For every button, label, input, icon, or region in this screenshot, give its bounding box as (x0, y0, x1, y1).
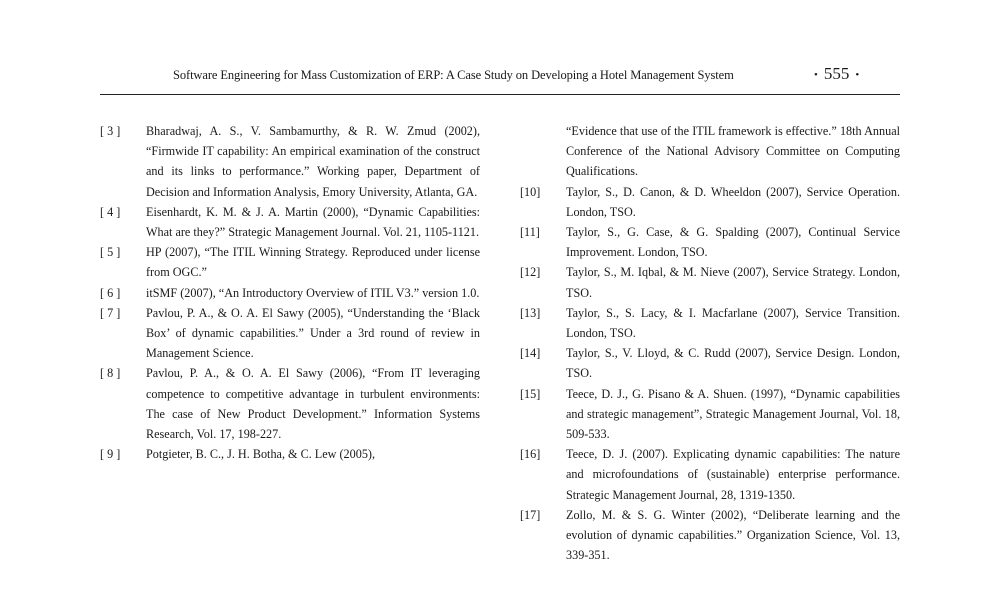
reference-item (100, 444, 480, 464)
reference-text: Taylor, S., D. Canon, & D. Wheeldon (2007), Service Operation. London, TSO. (566, 184, 900, 219)
reference-item (520, 505, 900, 566)
reference-number: [ 7 ] (100, 305, 121, 320)
reference-item (520, 303, 900, 343)
reference-text: Teece, D. J. (2007). Explicating dynamic capabilities: The nature and microfoundations of (sustainable) enterprise performance. Strategic Management Journal, 28, 1319-1350. (566, 447, 900, 502)
reference-number: [ 6 ] (100, 285, 121, 300)
reference-text: Taylor, S., G. Case, & G. Spalding (2007), Continual Service Improvement. London, TSO. (566, 225, 900, 260)
reference-text: Taylor, S., S. Lacy, & I. Macfarlane (2007), Service Transition. London, TSO. (566, 305, 900, 341)
reference-text: Pavlou, P. A., & O. A. El Sawy (2005), “Understanding the ‘Black Box’ of dynamic capabilities.” Under a 3rd round of review in Management Science. (146, 305, 480, 361)
reference-number: [17] (520, 507, 541, 522)
reference-item (520, 444, 900, 505)
reference-number: [16] (520, 447, 541, 462)
reference-number: [11] (520, 225, 540, 240)
reference-number: [14] (520, 346, 541, 361)
reference-text: Teece, D. J., G. Pisano & A. Shuen. (1997), “Dynamic capabilities and strategic management”, Strategic Management Journal, Vol. 18, 509-533. (566, 386, 900, 442)
running-title: Software Engineering for Mass Customization of ERP: A Case Study on Developing a Hotel Management System (173, 68, 734, 82)
reference-text: Eisenhardt, K. M. & J. A. Martin (2000), “Dynamic Capabilities: What are they?” Strategic Management Journal. Vol. 21, 1105-1121. (146, 204, 480, 240)
reference-number: [ 9 ] (100, 447, 121, 462)
reference-text: Taylor, S., M. Iqbal, & M. Nieve (2007), Service Strategy. London, TSO. (566, 265, 900, 300)
reference-item (520, 222, 900, 262)
reference-number: [13] (520, 305, 541, 320)
page-number-group (808, 64, 865, 84)
reference-number: [15] (520, 386, 541, 401)
bullet-left: • (814, 69, 818, 82)
running-header (100, 66, 900, 90)
reference-item (100, 121, 480, 202)
reference-number: [10] (520, 184, 541, 199)
reference-item (520, 262, 900, 302)
reference-item (100, 303, 480, 364)
reference-text: Potgieter, B. C., J. H. Botha, & C. Lew (2005), (146, 447, 376, 462)
reference-text: Pavlou, P. A., & O. A. El Sawy (2006), “From IT leveraging competence to competitive advantage in turbulent environments: The case of New Product Development.” Information Systems Research, Vol. 17, 198-227. (146, 366, 480, 442)
reference-item (100, 363, 480, 444)
reference-number: [ 4 ] (100, 204, 121, 219)
reference-text: HP (2007), “The ITIL Winning Strategy. Reproduced under license from OGC.” (146, 245, 480, 280)
reference-item (520, 182, 900, 222)
reference-item (100, 283, 480, 303)
reference-text: Taylor, S., V. Lloyd, & C. Rudd (2007), Service Design. London, TSO. (566, 346, 900, 381)
header-rule (100, 94, 900, 95)
reference-item (520, 343, 900, 383)
reference-text: Zollo, M. & S. G. Winter (2002), “Deliberate learning and the evolution of dynamic capabilities.” Organization Science, Vol. 13, 339-351. (566, 507, 900, 563)
references-left-column (100, 121, 480, 464)
page-number: 555 (823, 64, 850, 83)
reference-number: [12] (520, 265, 541, 280)
reference-number: [ 3 ] (100, 124, 121, 138)
reference-text: itSMF (2007), “An Introductory Overview of ITIL V3.” version 1.0. (146, 285, 480, 300)
reference-text: Bharadwaj, A. S., V. Sambamurthy, & R. W. Zmud (2002), “Firmwide IT capability: An empirical examination of the construct and its links to performance.” Working paper, Department of Decision and Information Analysis, Emory University, Atlanta, GA. (146, 124, 480, 199)
references-right-column (520, 121, 900, 565)
reference-item (100, 242, 480, 282)
reference-item (520, 384, 900, 445)
reference-number: [ 5 ] (100, 245, 121, 260)
bullet-right: • (855, 69, 860, 82)
reference-number: [ 8 ] (100, 366, 121, 381)
reference-item (100, 202, 480, 242)
reference-continuation: “Evidence that use of the ITIL framework is effective.” 18th Annual Conference of the National Advisory Committee on Computing Qualifications. (566, 124, 900, 179)
